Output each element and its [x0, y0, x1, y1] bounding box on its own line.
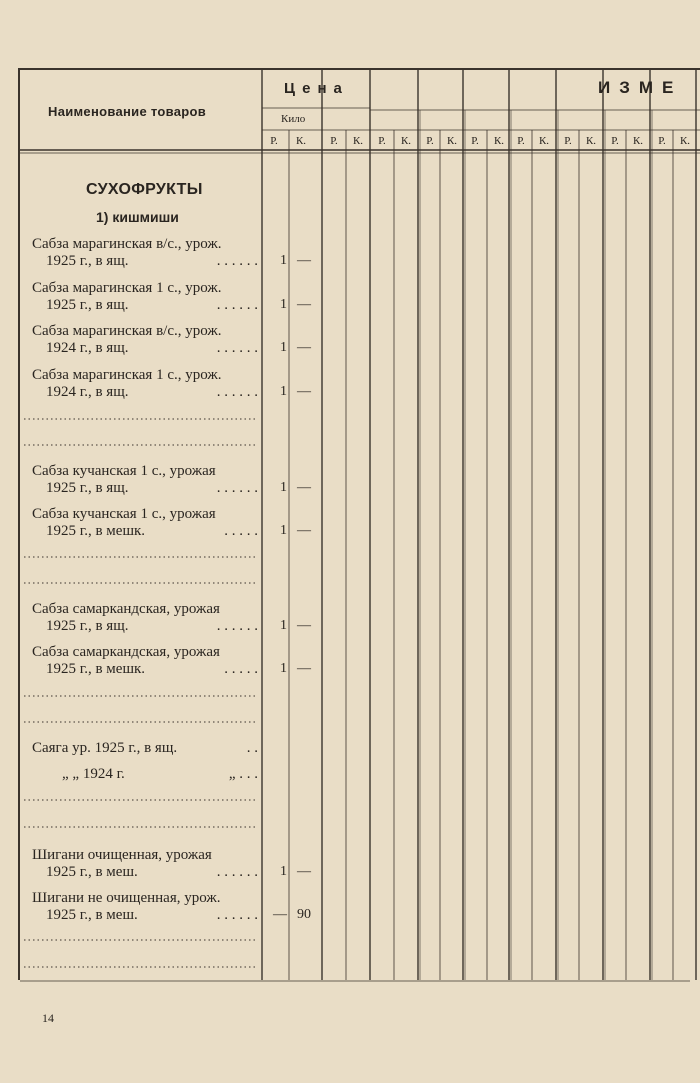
leader-dots: . . . . . . [216, 480, 258, 496]
rub-unit-label: Р. [471, 135, 479, 147]
price-rub: 1 [280, 340, 287, 355]
price-rub: 1 [280, 661, 287, 676]
price-kop: — [297, 253, 311, 268]
leader-dots: . . . . . [224, 661, 258, 677]
price-kop: — [297, 864, 311, 879]
price-kop: — [297, 661, 311, 676]
kilo-subheader: Кило [281, 113, 306, 125]
kop-unit-label: К. [295, 135, 307, 147]
rub-unit-label: Р. [270, 135, 278, 147]
price-kop: 90 [297, 907, 311, 922]
price-rub: 1 [280, 297, 287, 312]
goods-column-header: Наименование товаров [48, 104, 207, 119]
price-kop: — [297, 340, 311, 355]
price-kop: — [297, 297, 311, 312]
kop-unit-label: К. [446, 135, 458, 147]
price-kop: — [297, 618, 311, 633]
price-rub: 1 [280, 523, 287, 538]
item-name: Сабза марагинская в/с., урож. [32, 323, 222, 339]
leader-dots: . . . . . . [216, 907, 258, 923]
rub-unit-label: Р. [378, 135, 386, 147]
item-name-continued: 1925 г., в меш. [46, 864, 138, 880]
rub-unit-label: Р. [611, 135, 619, 147]
price-rub: 1 [280, 618, 287, 633]
page-number: 14 [42, 1011, 54, 1025]
price-column-header: Цена [284, 80, 349, 97]
item-name-continued: 1925 г., в ящ. [46, 297, 129, 313]
leader-dots: „ . . . [228, 766, 258, 782]
item-name: „ „ 1924 г. [62, 766, 125, 782]
item-name: Сабза марагинская в/с., урож. [32, 236, 222, 252]
item-name: Шигани не очищенная, урож. [32, 890, 221, 906]
item-name-continued: 1925 г., в меш. [46, 907, 138, 923]
item-name: Сабза кучанская 1 с., урожая [32, 506, 216, 522]
leader-dots: . . . . . . [216, 297, 258, 313]
leader-dots: . . [246, 740, 258, 756]
price-rub: — [273, 907, 287, 922]
leader-dots: . . . . . . [216, 618, 258, 634]
rub-unit-label: Р. [330, 135, 338, 147]
price-rub: 1 [280, 253, 287, 268]
kop-unit-label: К. [632, 135, 644, 147]
item-name: Сабза самаркандская, урожая [32, 644, 220, 660]
price-kop: — [297, 523, 311, 538]
leader-dots: . . . . . . [216, 864, 258, 880]
leader-dots: . . . . . [224, 523, 258, 539]
item-name-continued: 1925 г., в мешк. [46, 661, 146, 677]
changes-column-header: ИЗМЕ [598, 78, 683, 97]
item-name: Шигани очищенная, урожая [32, 847, 212, 863]
kop-unit-label: К. [679, 135, 691, 147]
kop-unit-label: К. [352, 135, 364, 147]
section-title: СУХОФРУКТЫ [86, 181, 203, 198]
item-name-continued: 1924 г., в ящ. [46, 384, 129, 400]
item-name-continued: 1925 г., в ящ. [46, 618, 129, 634]
item-name-continued: 1925 г., в мешк. [46, 523, 146, 539]
kop-unit-label: К. [493, 135, 505, 147]
item-name-continued: 1925 г., в ящ. [46, 253, 129, 269]
rub-unit-label: Р. [658, 135, 666, 147]
leader-dots: . . . . . . [216, 340, 258, 356]
item-name: Саяга ур. 1925 г., в ящ. [32, 740, 178, 756]
item-name: Сабза самаркандская, урожая [32, 601, 220, 617]
kop-unit-label: К. [538, 135, 550, 147]
item-name-continued: 1925 г., в ящ. [46, 480, 129, 496]
kop-unit-label: К. [400, 135, 412, 147]
leader-dots: . . . . . . [216, 253, 258, 269]
price-kop: — [297, 480, 311, 495]
item-name: Сабза марагинская 1 с., урож. [32, 280, 222, 296]
rub-unit-label: Р. [564, 135, 572, 147]
leader-dots: . . . . . . [216, 384, 258, 400]
price-rub: 1 [280, 480, 287, 495]
price-rub: 1 [280, 384, 287, 399]
item-name-continued: 1924 г., в ящ. [46, 340, 129, 356]
price-rub: 1 [280, 864, 287, 879]
item-name: Сабза кучанская 1 с., урожая [32, 463, 216, 479]
kop-unit-label: К. [585, 135, 597, 147]
item-name: Сабза марагинская 1 с., урож. [32, 367, 222, 383]
rub-unit-label: Р. [426, 135, 434, 147]
subsection-title: 1) кишмиши [96, 209, 179, 225]
price-kop: — [297, 384, 311, 399]
rub-unit-label: Р. [517, 135, 525, 147]
